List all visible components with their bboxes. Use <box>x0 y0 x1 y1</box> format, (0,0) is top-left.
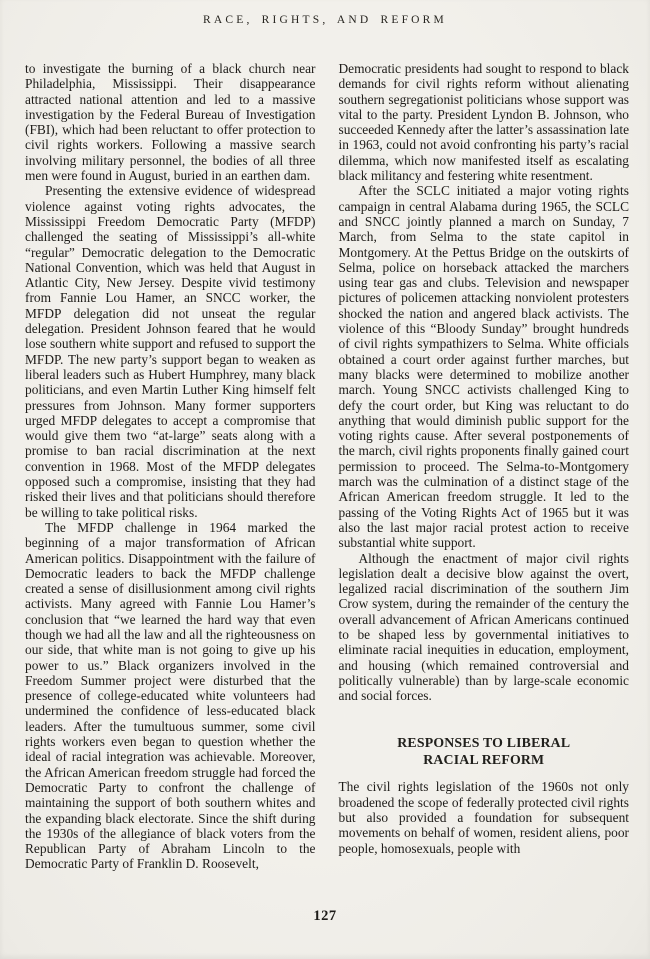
left-column <box>25 61 316 872</box>
section-heading-line2: RACIAL REFORM <box>423 752 545 768</box>
paragraph: Democratic presidents had sought to respond to black demands for civil rights reform without alienating southern segregationist politicians whose support was vital to the party. President Lyndon B. Johnson, who succeeded Kennedy after the latter’s assassination late in 1963, could not avoid confronting his party’s racial dilemma, which now manifested itself as escalating black militancy and festering white resentment. <box>338 61 630 184</box>
paragraph: The civil rights legislation of the 1960s not only broadened the scope of federally protected civil rights but also provided a foundation for subsequent movements on behalf of women, resident aliens, poor people, homosexuals, people with <box>338 779 629 856</box>
paragraph: Presenting the extensive evidence of widespread violence against voting rights advocates, the Mississippi Freedom Democratic Party (MFDP) challenged the seating of Mississippi’s all-white “regular” Democratic delegation to the Democratic National Convention, which was held that August in Atlantic City, New Jersey. Despite vivid testimony from Fannie Lou Hamer, an SNCC worker, the MFDP delegation did not unseat the regular delegation. President Johnson feared that he would lose southern white support and refused to support the MFDP. The new party’s support began to weaken as liberal leaders such as Hubert Humphrey, many black politicians, and even Martin Luther King himself felt pressures from Johnson. Many former supporters urged MFDP delegates to accept a compromise that would give them two “at-large” seats along with a promise to ban racial discrimination at the next convention in 1968. Most of the MFDP delegates opposed such a compromise, insisting that they had risked their lives and that politicians should therefore be willing to take political risks. <box>25 183 316 520</box>
section-heading <box>339 734 630 768</box>
page-number: 127 <box>313 908 337 924</box>
running-head: RACE, RIGHTS, AND REFORM <box>203 14 447 26</box>
paragraph: Although the enactment of major civil rights legislation dealt a decisive blow against the overt, legalized racial discrimination of the southern Jim Crow system, during the remainder of the century the overall advancement of African Americans continued to be shaped less by governmental initiatives to eliminate racial inequities in education, employment, and housing (which remained controversial and politically vulnerable) than by large-scale economic and social forces. <box>338 550 629 704</box>
right-column <box>339 61 630 872</box>
paragraph: After the SCLC initiated a major voting rights campaign in central Alabama during 1965, the SCLC and SNCC jointly planned a march on Sunday, 7 March, from Selma to the state capitol in Montgomery. At the Pettus Bridge on the outskirts of Selma, police on horseback attacked the marchers using tear gas and clubs. Television and newspaper pictures of policemen attacking nonviolent protesters shocked the nation and angered black activists. The violence of this “Bloody Sunday” brought hundreds of civil rights sympathizers to Selma. White officials obtained a court order against further marches, but many blacks were determined to mobilize another march. Young SNCC activists challenged King to defy the court order, but King was reluctant to do anything that would diminish public support for the voting rights cause. After several postponements of the march, civil rights proponents finally gained court permission to proceed. The Selma-to-Montgomery march was the culmination of a distinct stage of the African American freedom struggle. It led to the passing of the Voting Rights Act of 1965 but it was also the last major racial protest action to receive substantial white support. <box>338 183 629 551</box>
text-columns <box>25 61 629 872</box>
paragraph: to investigate the burning of a black church near Philadelphia, Mississippi. Their disappearance attracted national attention and led to a massive investigation by the Federal Bureau of Investigation (FBI), which had been reluctant to offer protection to civil rights workers. Following a massive search involving military personnel, the bodies of all three men were found in August, buried in an earthen dam. <box>25 61 316 184</box>
section-heading-line1: RESPONSES TO LIBERAL <box>397 735 571 751</box>
paragraph: The MFDP challenge in 1964 marked the beginning of a major transformation of African American politics. Disappointment with the failure of Democratic leaders to back the MFDP challenge created a sense of disillusionment among civil rights activists. Many agreed with Fannie Lou Hamer’s conclusion that “we learned the hard way that even though we had all the law and all the righteousness on our side, that white man is not going to give up his power to us.” Black organizers involved in the Freedom Summer project were disturbed that the presence of college-educated white volunteers had undermined the confidence of less-educated black leaders. After the tumultuous summer, some civil rights workers even began to question whether the ideal of racial integration was achievable. Moreover, the African American freedom struggle had forced the Democratic Party to confront the challenge of maintaining the support of both southern whites and the expanding black electorate. Since the shift during the 1930s of the allegiance of black voters from the Republican Party of Abraham Lincoln to the Democratic Party of Franklin D. Roosevelt, <box>25 519 316 872</box>
